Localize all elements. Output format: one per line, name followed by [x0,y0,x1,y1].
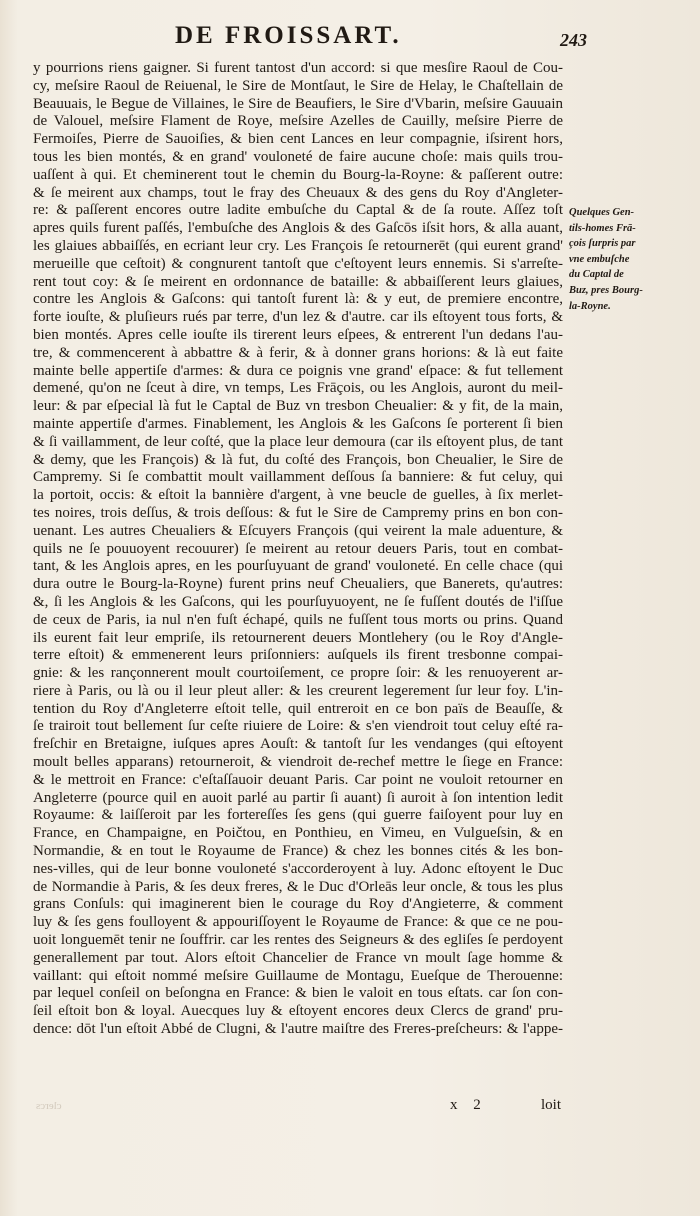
text-line: ſeil eſtoit bon & loyal. Auecques luy & eſtoyent encores deux Clercs de grand' pru- [33,1003,563,1020]
text-line: uoit longuemēt tenir ne ſouffrir. car les rentes des Seigneurs & des egliſes ſe perdoyent [33,932,563,949]
text-line: & le mettroit en France: c'eſtaſſauoir deuant Paris. Car point ne vouloit retourner en [33,771,563,788]
text-line: les glaiues abbaiſſés, en ecriant leur cry. Les François ſe retournerēt (qui eurent grand' [33,237,563,254]
text-line: la portoit, occis: & eſtoit la bannière d'argent, à vne beucle de guelles, à ſix merlet- [33,487,563,504]
text-line: & demy, que les François) & là fut, du coſté des François, bon Cheualier, le Sire de [33,451,563,468]
text-line: quils ne ſe pouuoyent recouurer) ſe meirent au retour deuers Paris, tout en combat- [33,540,563,557]
text-line: apres quils furent paſſés, l'embuſche des Anglois & des Gaſcōs iſsit hors, & alla auant, [33,220,563,237]
text-line: moult belles apparans) retourneroit, & viendroit de-rechef mettre le ſiege en France: [33,754,563,771]
text-line: bien montés. Apres celle iouſte ils tirerent leurs eſpees, & entrerent l'un dedans l'au- [33,326,563,343]
text-line: uaſſent à qui. Et cheminerent tout le chemin du Bourg-la-Royne: & paſſerent outre: [33,166,563,183]
text-line: vaillant: qui eſtoit nommé meſsire Guillaume de Montagu, Eueſque de Therouenne: [33,967,563,984]
signature-mark: x 2 [450,1097,487,1113]
text-line: merueille que ceſtoit) & congnurent tantoſt que c'eſtoyent leurs ennemis. Si s'arreſte- [33,255,563,272]
marginal-note [569,205,679,314]
text-line: & ſi vaillamment, de leur coſté, que la place leur demoura (car ils eſtoyent plus, de tant [33,433,563,450]
page-number: 243 [560,30,587,50]
text-line: dura outre le Bourg-la-Royne) furent prins neuf Cheualiers, que Banerets, qu'autres: [33,576,563,593]
text-line: dence: dōt l'un eſtoit Abbé de Clugni, & l'autre maiſtre des Freres-preſcheurs: & l'appe- [33,1021,563,1038]
text-line: Normandie, & en tout le Royaume de France) & chez les bonnes cités & les bon- [33,843,563,860]
marginal-line: la-Royne. [569,300,611,312]
main-text-block [33,60,563,1039]
text-line: Campremy. Si ſe combattit moult vaillamment deſſous ſa banniere: & fut celuy, qui [33,469,563,486]
marginal-line: vne embuſche [569,253,630,265]
text-line: luy & ſes gens foulloyent & appouriſſoyent le Royaume de France: & que ce ne pou- [33,914,563,931]
text-line: forte iouſte, & pluſieurs rués par terre, d'un lez & d'autre. car ils eſtoyent tous forts, & [33,309,563,326]
text-line: contre les Anglois & Gaſcons: qui tantoſt furent là: & y eut, de premiere encontre, [33,291,563,308]
text-line: Fermoiſes, Pierre de Sauoiſies, & bien cent Lances en leur compagnie, iſsirent hors, [33,131,563,148]
text-line: terre eſtoit) & emmenerent leurs priſonniers: auſquels ils firent tresbonne compai- [33,647,563,664]
text-line: generallement par tout. Alors eſtoit Chancelier de France vn moult ſage homme & [33,949,563,966]
text-line: y pourrions riens gaigner. Si furent tantost d'un accord: si que mesſire Raoul de Cou- [33,60,563,76]
text-line: France, en Champaigne, en Poičtou, en Ponthieu, en Vimeu, en Vulgueſsin, & en [33,825,563,842]
catchword: loit [541,1097,562,1113]
text-line: tre, & commencerent à abbattre & à ferir, & à donner grans horions: & là eut faite [33,344,563,361]
text-line: riere à Paris, ou là ou il leur pleut aller: & les creurent legerement ſur leur foy. L'in- [33,682,563,699]
text-line: & ſe meirent aux champs, tout le fray des Cheuaux & des gens du Roy d'Angleter- [33,184,563,201]
text-line: Beauuais, le Begue de Villaines, le Sire de Beaufiers, le Sire d'Vbarin, meſsire Gauuain [33,95,563,112]
text-line: re: & paſſerent encores outre ladite embuſche du Captal & de ſa route. Aſſez toſt [33,202,563,219]
running-title: DE FROISSART. [175,22,402,49]
text-line: tention du Roy d'Angleterre eſtoit telle, quil entreroit en ce bon païs de Beauſſe, & [33,700,563,717]
text-line: demené, qu'on ne ſceut à dire, vn temps, Les Frāçois, ou les Anglois, auront du meil- [33,380,563,397]
text-line: &, ſi les Anglois & les Gaſcons, qui les pourſuyuoyent, ne ſe fuſſent doutés de l'iſſue [33,593,563,610]
text-line: par lequel conſeil on beſongna en France: & bien le valoit en tous eſtats. car ſon con- [33,985,563,1002]
marginal-line: Buz, pres Bourg- [569,284,643,296]
marginal-line: tils-homes Frā- [569,222,636,234]
text-line: grans Conſuls: qui imaginerent bien le courage du Roy d'Angieterre, & comment [33,896,563,913]
text-line: leur: & par eſpecial là fut le Captal de Buz vn tresbon Cheualier: & y fit, de la main, [33,398,563,415]
text-line: mainte appertiſe d'armes. Finablement, les Anglois & les Gaſcons ſe porterent ſi bien [33,415,563,432]
text-line: gnie: & les rançonnerent moult courtoiſement, ce propre ſoir: & les renuoyerent ar- [33,665,563,682]
text-line: nes-villes, qui de leur bonne vouloneté s'accorderoyent à luy. Adonc eſtoyent le Duc [33,860,563,877]
text-line: de Valouel, meſsire Flament de Roye, meſsire Azelles de Cauilly, meſsire Pierre de [33,113,563,130]
show-through-text: clercs [36,1100,62,1112]
text-line: de ceux de Paris, ia nul n'en fuſt échapé, quils ne fuſſent tous morts ou prins. Quand [33,611,563,628]
text-line: Royaume: & laiſſeroit par les fortereſſes ſes gens (qui guerre faiſoyent pour luy en [33,807,563,824]
marginal-line: du Captal de [569,269,624,281]
text-line: cy, meſsire Raoul de Reiuenal, le Sire de Montſaut, le Sire de Helay, le Chaſtellain de [33,77,563,94]
text-line: Angleterre (pource quil en auoit parlé au partir ſi auant) ſi auroit à ſon intention ledit [33,789,563,806]
text-line: de Normandie à Paris, & ſes deux freres, & le Duc d'Orleās leur oncle, & tous les plus [33,878,563,895]
text-line: rent tout coy: & ſe meirent en ordonnance de bataille: & abbaiſſerent leurs glaiues, [33,273,563,290]
text-line: tant, & les Anglois apres, en les pourſuyuant de grand' vouloneté. En celle chace (qui [33,558,563,575]
text-line: uenant. Les autres Cheualiers & Eſcuyers François (qui veirent la male aduenture, & [33,522,563,539]
text-line: ſe trairoit tout bellement ſur ceſte riuiere de Loire: & s'en viendroit tout celuy eſté ra- [33,718,563,735]
text-line: tes noires, trois deſſus, & trois deſſous: & fut le Sire de Campremy prins en bon con- [33,504,563,521]
marginal-line: çois ſurpris par [569,238,636,250]
text-line: ils eurent fait leur empriſe, ils retournerent deuers Montlehery (ou le Roy d'Angle- [33,629,563,646]
text-line: freſchir en Bretaigne, iuſques apres Aouſt: & tantoſt ſur les vendanges (qui eſtoyent [33,736,563,753]
text-line: mainte belle appertiſe d'armes: & dura ce poignis vne grand' eſpace: & fut tellement [33,362,563,379]
text-line: tous les bien montés, & en grand' vouloneté de faire aucune choſe: mais quils trou- [33,148,563,165]
marginal-line: Quelques Gen- [569,207,635,218]
